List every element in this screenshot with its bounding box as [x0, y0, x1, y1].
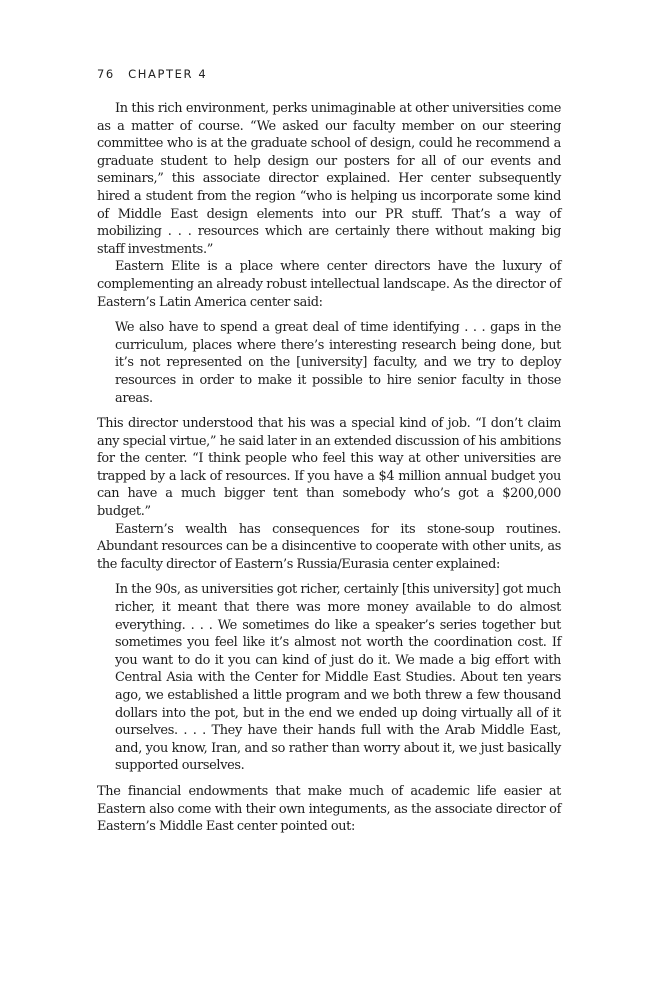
chapter-title: CHAPTER 4: [128, 67, 208, 81]
paragraph-perks: In this rich environment, perks unimaginable at other universities come as a matter of course. “We asked our faculty member on our steering committee who is at the graduate school of design, could he recommend a graduate student to help design our posters for all of our events and seminars,” this associate director explained. Her center subsequently hired a student from the region “who is helping us incorporate some kind of Middle East design elements into our PR stuff. That’s a way of mobilizing . . . resources which are certainly there without making big staff investments.”: [97, 101, 561, 257]
running-head: [97, 67, 207, 81]
body-text: [97, 100, 561, 836]
paragraph-special-job: This director understood that his was a special kind of job. “I don’t claim any special virtue,” he said later in an extended discussion of his ambitions for the center. “I think people who feel this way at other universities are trapped by a lack of resources. If you have a $4 million annual budget you can have a much bigger tent than somebody who’s got a $200,000 budget.”: [97, 416, 561, 520]
paragraph-financial-endowments: The financial endowments that make much of academic life easier at Eastern also come with their own integuments, as the associate director of Eastern’s Middle East center pointed out:: [97, 783, 561, 835]
quote-latin-america-director: We also have to spend a great deal of time identifying . . . gaps in the curriculum, places where there’s interesting research being done, but it’s not represented on the [university] faculty, and we try to deploy resources in order to make it possible to hire senior faculty in those areas.: [115, 320, 561, 406]
paragraph-wealth-consequences: Eastern’s wealth has consequences for its stone-soup routines. Abundant resources can be a disincentive to cooperate with other units, as the faculty director of Eastern’s Russia/Eurasia center explained:: [97, 521, 561, 572]
quote-russia-eurasia-director: In the 90s, as universities got richer, certainly [this university] got much richer, it meant that there was more money available to do almost everything. . . . We sometimes do like a speaker’s series together but sometimes you feel like it’s almost not worth the coordination cost. If you want to do it you can kind of just do it. We made a big effort with Central Asia with the Center for Middle East Studies. About ten years ago, we established a little program and we both threw a few thousand dollars into the pot, but in the end we ended up doing virtually all of it ourselves. . . . They have their hands full with the Arab Middle East, and, you know, Iran, and so rather than worry about it, we just basically supported ourselves.: [115, 582, 561, 774]
paragraph-eastern-elite: Eastern Elite is a place where center directors have the luxury of complementing an already robust intellectual landscape. As the director of Eastern’s Latin America center said:: [97, 259, 561, 310]
page-number: 76: [97, 67, 115, 81]
